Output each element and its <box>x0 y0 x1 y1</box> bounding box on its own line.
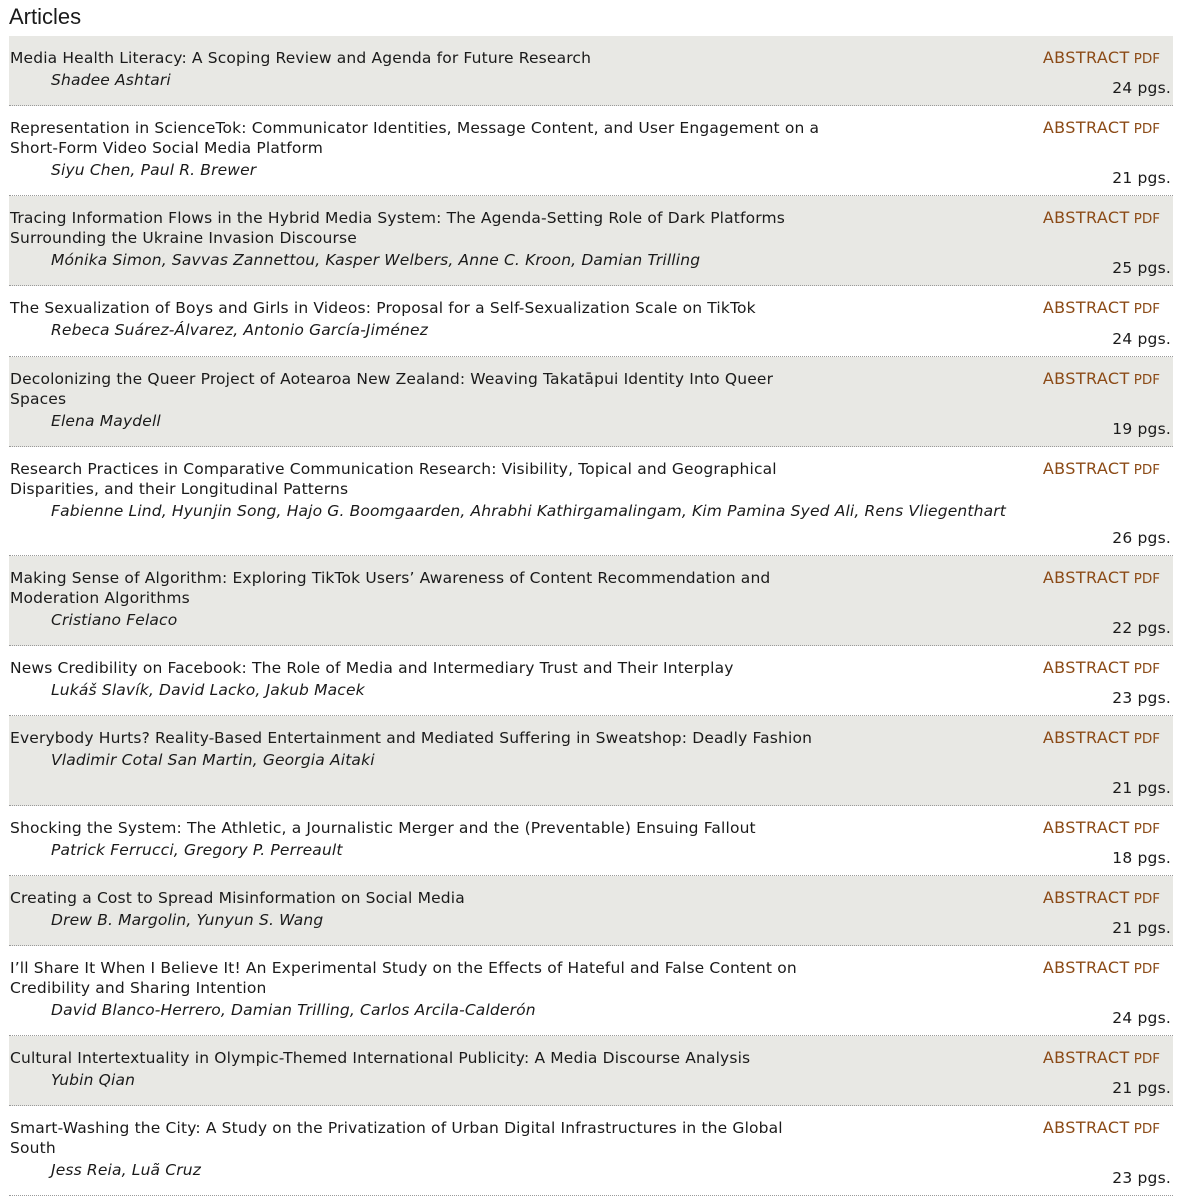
page-count: 21 pgs. <box>1112 919 1171 937</box>
article-links <box>1043 459 1160 480</box>
article-authors: David Blanco-Herrero, Damian Trilling, Carlos Arcila-Calderón <box>51 1001 536 1019</box>
page-count: 24 pgs. <box>1112 79 1171 97</box>
article-links <box>1043 369 1160 390</box>
article-authors: Fabienne Lind, Hyunjin Song, Hajo G. Boomgaarden, Ahrabhi Kathirgamalingam, Kim Pamina Syed Ali, Rens Vliegenthart <box>51 502 1006 520</box>
article-row <box>9 36 1173 106</box>
article-title: Everybody Hurts? Reality-Based Entertainment and Mediated Suffering in Sweatshop: Deadly Fashion <box>10 729 813 747</box>
article-title: Shocking the System: The Athletic, a Journalistic Merger and the (Preventable) Ensuing Fallout <box>10 819 756 837</box>
article-row <box>9 556 1173 646</box>
page-count: 19 pgs. <box>1112 420 1171 438</box>
page-count: 23 pgs. <box>1112 1169 1171 1187</box>
article-row <box>9 806 1173 876</box>
article-authors: Siyu Chen, Paul R. Brewer <box>51 161 257 179</box>
page-count: 22 pgs. <box>1112 619 1171 637</box>
pdf-link[interactable]: PDF <box>1133 821 1160 837</box>
pdf-link[interactable]: PDF <box>1133 571 1160 587</box>
article-authors: Shadee Ashtari <box>51 71 171 89</box>
article-row <box>9 196 1173 286</box>
article-links <box>1043 298 1160 319</box>
pdf-link[interactable]: PDF <box>1133 51 1160 67</box>
abstract-link[interactable]: ABSTRACT <box>1042 958 1130 977</box>
article-title: The Sexualization of Boys and Girls in Videos: Proposal for a Self-Sexualization Scale on TikTok <box>10 299 756 317</box>
abstract-link[interactable]: ABSTRACT <box>1042 459 1130 478</box>
abstract-link[interactable]: ABSTRACT <box>1042 208 1130 227</box>
article-title: Smart-Washing the City: A Study on the Privatization of Urban Digital Infrastructures in the Global South <box>10 1119 783 1157</box>
pdf-link[interactable]: PDF <box>1133 731 1160 747</box>
article-authors: Cristiano Felaco <box>51 611 178 629</box>
article-title: Representation in ScienceTok: Communicator Identities, Message Content, and User Engagement on a Short-Form Video Social Media Platform <box>10 119 820 157</box>
article-row <box>9 946 1173 1036</box>
article-row <box>9 1036 1173 1106</box>
abstract-link[interactable]: ABSTRACT <box>1042 818 1130 837</box>
article-links <box>1043 658 1160 679</box>
pdf-link[interactable]: PDF <box>1133 1051 1160 1067</box>
article-title: Decolonizing the Queer Project of Aotearoa New Zealand: Weaving Takatāpui Identity Into Queer Spaces <box>10 370 774 408</box>
article-title: Research Practices in Comparative Communication Research: Visibility, Topical and Geographical Disparities, and their Longitudinal Patterns <box>10 460 777 498</box>
article-links <box>1043 958 1160 979</box>
article-links <box>1043 818 1160 839</box>
article-links <box>1043 888 1160 909</box>
pdf-link[interactable]: PDF <box>1133 891 1160 907</box>
article-links <box>1043 118 1160 139</box>
article-title: Cultural Intertextuality in Olympic-Themed International Publicity: A Media Discourse Analysis <box>10 1049 751 1067</box>
page-count: 24 pgs. <box>1112 1009 1171 1027</box>
article-links <box>1043 1048 1160 1069</box>
article-links <box>1043 48 1160 69</box>
abstract-link[interactable]: ABSTRACT <box>1042 658 1130 677</box>
article-authors: Patrick Ferrucci, Gregory P. Perreault <box>51 841 343 859</box>
page-count: 23 pgs. <box>1112 689 1171 707</box>
pdf-link[interactable]: PDF <box>1133 462 1160 478</box>
page-count: 21 pgs. <box>1112 779 1171 797</box>
article-row <box>9 1106 1173 1196</box>
pdf-link[interactable]: PDF <box>1133 211 1160 227</box>
article-row <box>9 646 1173 716</box>
article-row <box>9 716 1173 806</box>
article-title: Making Sense of Algorithm: Exploring TikTok Users’ Awareness of Content Recommendation and Moderation Algorithms <box>10 569 771 607</box>
article-row <box>9 447 1173 556</box>
pdf-link[interactable]: PDF <box>1133 121 1160 137</box>
article-authors: Drew B. Margolin, Yunyun S. Wang <box>51 911 324 929</box>
abstract-link[interactable]: ABSTRACT <box>1042 568 1130 587</box>
section-heading: Articles <box>9 4 82 29</box>
page-count: 25 pgs. <box>1112 259 1171 277</box>
abstract-link[interactable]: ABSTRACT <box>1042 888 1130 907</box>
page-count: 18 pgs. <box>1112 849 1171 867</box>
abstract-link[interactable]: ABSTRACT <box>1042 298 1130 317</box>
pdf-link[interactable]: PDF <box>1133 661 1160 677</box>
article-links <box>1043 1118 1160 1139</box>
page-count: 24 pgs. <box>1112 330 1171 348</box>
article-title: I’ll Share It When I Believe It! An Experimental Study on the Effects of Hateful and False Content on Credibility and Sharing Intention <box>10 959 797 997</box>
article-authors: Mónika Simon, Savvas Zannettou, Kasper Welbers, Anne C. Kroon, Damian Trilling <box>51 251 701 269</box>
article-authors: Jess Reia, Luã Cruz <box>51 1161 202 1179</box>
article-authors: Rebeca Suárez-Álvarez, Antonio García-Jiménez <box>51 321 428 339</box>
abstract-link[interactable]: ABSTRACT <box>1042 369 1130 388</box>
article-title: Creating a Cost to Spread Misinformation on Social Media <box>10 889 465 907</box>
pdf-link[interactable]: PDF <box>1133 1121 1160 1137</box>
article-title: Media Health Literacy: A Scoping Review and Agenda for Future Research <box>10 49 592 67</box>
article-links <box>1043 568 1160 589</box>
article-list <box>9 36 1173 1196</box>
article-row <box>9 876 1173 946</box>
article-links <box>1043 208 1160 229</box>
article-authors: Vladimir Cotal San Martin, Georgia Aitaki <box>51 751 375 769</box>
page-count: 21 pgs. <box>1112 1079 1171 1097</box>
abstract-link[interactable]: ABSTRACT <box>1042 728 1130 747</box>
article-row <box>9 286 1173 357</box>
article-authors: Yubin Qian <box>51 1071 136 1089</box>
article-row <box>9 106 1173 196</box>
abstract-link[interactable]: ABSTRACT <box>1042 1118 1130 1137</box>
abstract-link[interactable]: ABSTRACT <box>1042 1048 1130 1067</box>
article-authors: Elena Maydell <box>51 412 161 430</box>
article-row <box>9 357 1173 447</box>
pdf-link[interactable]: PDF <box>1133 372 1160 388</box>
pdf-link[interactable]: PDF <box>1133 301 1160 317</box>
page-count: 26 pgs. <box>1112 529 1171 547</box>
article-title: News Credibility on Facebook: The Role of Media and Intermediary Trust and Their Interplay <box>10 659 734 677</box>
article-title: Tracing Information Flows in the Hybrid Media System: The Agenda-Setting Role of Dark Platforms Surrounding the Ukraine Invasion Discourse <box>10 209 785 247</box>
abstract-link[interactable]: ABSTRACT <box>1042 118 1130 137</box>
article-links <box>1043 728 1160 749</box>
pdf-link[interactable]: PDF <box>1133 961 1160 977</box>
article-authors: Lukáš Slavík, David Lacko, Jakub Macek <box>51 681 365 699</box>
abstract-link[interactable]: ABSTRACT <box>1042 48 1130 67</box>
page-count: 21 pgs. <box>1112 169 1171 187</box>
